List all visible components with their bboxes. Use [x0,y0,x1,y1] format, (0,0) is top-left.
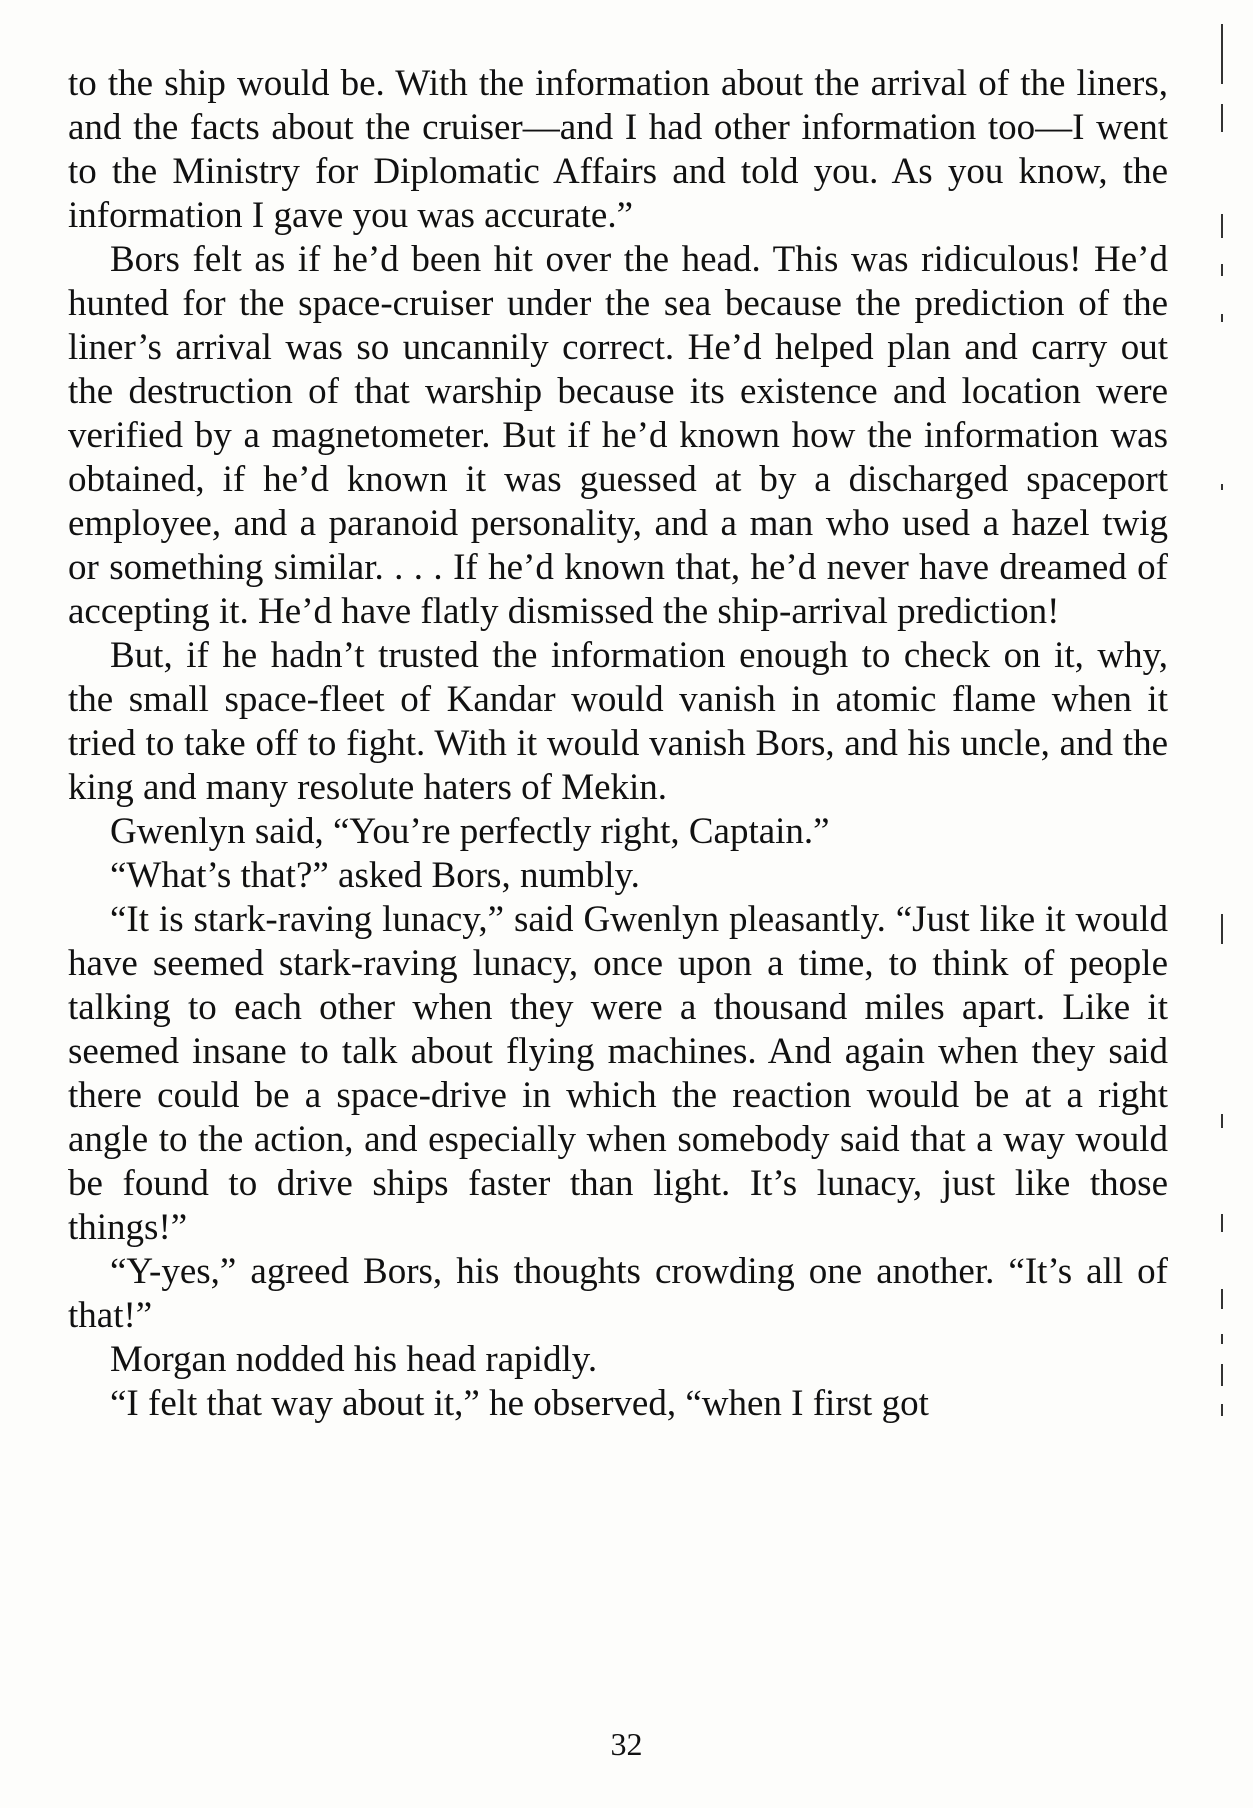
paragraph-felt-that-way: “I felt that way about it,” he observed, “when I first got [110,1383,929,1424]
edge-mark [1221,1114,1223,1128]
paragraph-lunacy: “It is stark-raving lunacy,” said Gwenlyn pleasantly. “Just like it would have seemed stark-raving lunacy, once upon a time, to think of people talking to each other when they were a thousand miles apart. Like it seemed insane to talk about flying machines. And again when they said there could be a space-drive in which the reaction would be at a right angle to the action, and especially when somebody said that a way would be found to drive ships faster than light. It’s lunacy, just like those things!” [68,899,1168,1248]
edge-mark [1221,1289,1223,1309]
edge-mark [1221,484,1223,490]
paragraph-continued: to the ship would be. With the information about the arrival of the liners, and the facts about the cruiser—and I had other information too—I went to the Ministry for Diplomatic Affairs and told you. As you know, the information I gave you was accurate.” [68,63,1168,236]
edge-mark [1221,1214,1223,1232]
edge-mark [1221,104,1223,132]
paragraph-morgan-nodded: Morgan nodded his head rapidly. [110,1339,598,1380]
edge-mark [1221,264,1223,276]
paragraph-y-yes: “Y-yes,” agreed Bors, his thoughts crowding one another. “It’s all of that!” [68,1251,1168,1336]
edge-mark [1221,1334,1223,1344]
paragraph-gwenlyn-said: Gwenlyn said, “You’re perfectly right, Captain.” [110,811,830,852]
paragraph-trust-information: But, if he hadn’t trusted the information enough to check on it, why, the small space-fleet of Kandar would vanish in atomic flame when it tried to take off to fight. With it would vanish Bors, and his uncle, and the king and many resolute haters of Mekin. [68,635,1168,808]
edge-mark [1221,214,1223,238]
edge-mark [1221,314,1223,322]
edge-mark [1221,1404,1223,1416]
paragraph-whats-that: “What’s that?” asked Bors, numbly. [110,855,640,896]
page-number: 32 [610,1726,643,1762]
edge-mark [1221,24,1223,84]
paragraph-bors-reaction: Bors felt as if he’d been hit over the head. This was ridiculous! He’d hunted for the space-cruiser under the sea because the prediction of the liner’s arrival was so uncannily correct. He’d helped plan and carry out the destruction of that warship because its existence and location were verified by a magnetometer. But if he’d known how the information was obtained, if he’d known it was guessed at by a discharged spaceport employee, and a paranoid personality, and a man who used a hazel twig or something similar. . . . If he’d known that, he’d never have dreamed of accepting it. He’d have flatly dismissed the ship-arrival prediction! [68,239,1168,632]
edge-mark [1221,914,1223,944]
edge-mark [1221,1364,1223,1386]
body-text [68,62,1168,1426]
scan-edge-marks [1221,14,1241,1794]
